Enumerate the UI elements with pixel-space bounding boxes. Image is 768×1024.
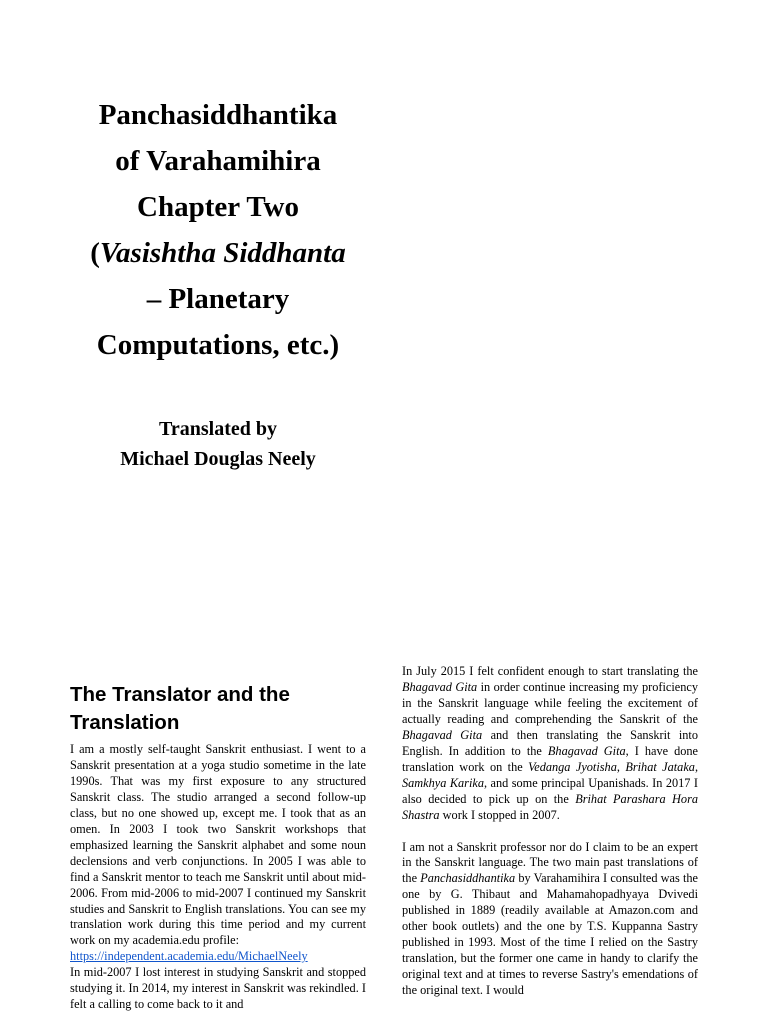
- book-title: Vedanga Jyotisha: [528, 759, 617, 774]
- paragraph: In mid-2007 I lost interest in studying Sanskrit and stopped studying it. In 2014, my interest in Sanskrit was rekindled. I felt a calling to come back to it and: [70, 965, 366, 1012]
- book-title: Bhagavad Gita: [402, 727, 483, 742]
- title-line: Computations, etc.): [96, 329, 340, 361]
- title-italic: Vasishtha Siddhanta: [99, 237, 346, 269]
- author-name: Michael Douglas Neely: [120, 448, 316, 470]
- left-column: [70, 742, 366, 1013]
- text-run: ,: [616, 759, 626, 774]
- paragraph: [70, 742, 366, 965]
- book-title: Bhagavad Gita: [547, 743, 626, 758]
- text-run: , and some principal Upanishads. In 2017 I also decided to pick up on the: [402, 775, 698, 806]
- paragraph: [402, 664, 698, 824]
- byline: [70, 414, 366, 474]
- text-run: and then translating the Sanskrit into English. In addition to the: [402, 727, 698, 758]
- section-heading: [70, 681, 370, 737]
- book-title: Brihat Parashara Hora Shastra: [402, 791, 699, 822]
- title-line: Chapter Two: [137, 191, 299, 223]
- text-run: I am not a Sanskrit professor nor do I claim to be an expert in the Sanskrit language. The two main past translations of the: [402, 839, 698, 886]
- text-run: by Varahamihira I consulted was the one by G. Thibaut and Mahamahopadhyaya Dvivedi published in 1889 (readily available at Amazon.com and other book outlets) and the one by T.S. Kuppanna Sastry published in 1993. Most of the time I relied on the Sastry translation, but the former one came in handy to clarify the original text and at times to reverse Sastry's emendations of the original text. I would: [402, 871, 698, 998]
- text-run: ,: [694, 759, 699, 774]
- paragraph: [402, 840, 698, 1000]
- byline-label: Translated by: [159, 418, 277, 440]
- academia-profile-link[interactable]: https://independent.academia.edu/MichaelNeely: [70, 949, 308, 964]
- title-line: Panchasiddhantika: [98, 99, 338, 131]
- text-run: in order continue increasing my proficiency in the Sanskrit language while feeling the excitement of actually reading and comprehending the Sanskrit of the: [402, 679, 698, 726]
- title-line: of Varahamihira: [115, 145, 321, 177]
- title-line: – Planetary: [146, 283, 290, 315]
- right-column: [402, 664, 698, 999]
- heading-line: Translation: [70, 711, 180, 734]
- paragraph-text: I am a mostly self-taught Sanskrit enthusiast. I went to a Sanskrit presentation at a yoga studio sometime in the late 1990s. That was my first exposure to any structured Sanskrit class. The studio arranged a second follow-up class, but no one showed up, except me. I took that as an omen. In 2003 I took two Sanskrit workshops that emphasized learning the Sanskrit alphabet and some noun declensions and verb conjunctions. In 2005 I was able to find a Sanskrit mentor to teach me Sanskrit until about mid-2006. From mid-2006 to mid-2007 I continued my Sanskrit studies and Sanskrit to English translations. You can see my translation work during this time period and my current work on my academia.edu profile:: [70, 742, 366, 948]
- document-title: [70, 92, 366, 368]
- book-title: Brihat Jataka: [625, 759, 695, 774]
- book-title: Samkhya Karika: [402, 775, 484, 790]
- book-title: Bhagavad Gita: [402, 679, 478, 694]
- text-run: , I have done translation work on the: [402, 743, 699, 774]
- book-title: Panchasiddhantika: [420, 871, 516, 886]
- title-paren: (: [90, 237, 100, 269]
- text-run: work I stopped in 2007.: [439, 807, 560, 822]
- title-line: [70, 230, 366, 276]
- heading-line: The Translator and the: [70, 683, 290, 706]
- text-run: In July 2015 I felt confident enough to start translating the: [402, 664, 698, 678]
